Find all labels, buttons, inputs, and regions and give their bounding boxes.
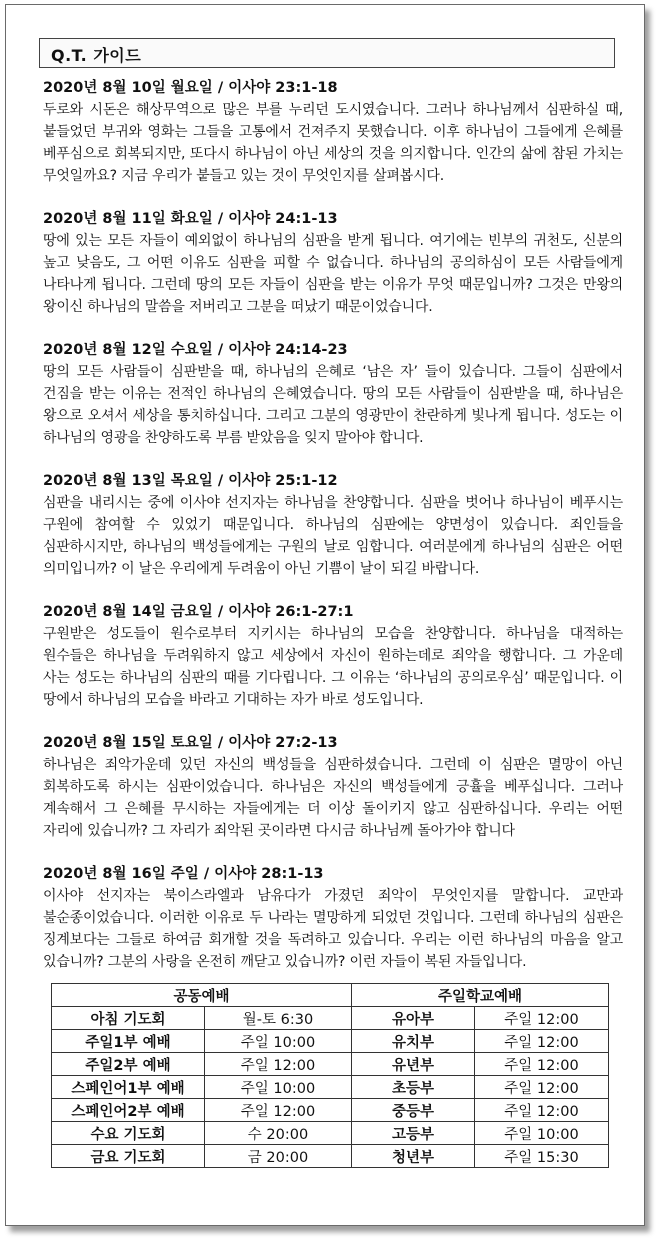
service-name: 금요 기도회 (52, 1145, 205, 1168)
department-time: 주일 12:00 (475, 1099, 609, 1122)
entry-body: 땅에 있는 모든 자들이 예외없이 하나님의 심판을 받게 됩니다. 여기에는 빈부의 귀천도, 신분의 높고 낮음도, 그 어떤 이유도 심판을 피할 수 없습니다. 하나님의 공의하심이 모든 사람들에게 나타나게 됩니다. 그런데 땅의 모든 자들이 심판을 받는 이유가 무엇 때문입니까? 그것은 만왕의 왕이신 하나님의 말씀을 저버리고 그분을 떠났기 때문이었습니다. (43, 233, 623, 315)
department-time: 주일 12:00 (475, 1053, 609, 1076)
worship-schedule-table (51, 983, 609, 1168)
department-time: 주일 12:00 (475, 1007, 609, 1030)
schedule-row (52, 1053, 609, 1076)
service-name: 스페인어2부 예배 (52, 1099, 205, 1122)
entry-title: 2020년 8월 16일 주일 / 이사야 28:1-13 (43, 866, 324, 882)
service-time: 주일 10:00 (205, 1076, 352, 1099)
schedule-row (52, 1145, 609, 1168)
entry-body: 두로와 시돈은 해상무역으로 많은 부를 누리던 도시였습니다. 그러나 하나님께서 심판하실 때, 붙들었던 부귀와 영화는 그들을 고통에서 건져주지 못했습니다. 이후 하나님이 그들에게 은혜를 베푸심으로 회복되지만, 또다시 하나님이 아닌 세상의 것을 의지합니다. 인간의 삶에 참된 가치는 무엇일까요? 지금 우리가 붙들고 있는 것이 무엇인지를 살펴봅시다. (43, 102, 623, 184)
qt-entry (43, 601, 623, 711)
service-time: 주일 10:00 (205, 1030, 352, 1053)
entry-body: 하나님은 죄악가운데 있던 자신의 백성들을 심판하셨습니다. 그런데 이 심판은 멸망이 아닌 회복하도록 하시는 심판이었습니다. 하나님은 자신의 백성들에게 긍휼을 베푸십니다. 그러나 계속해서 그 은혜를 무시하는 자들에게는 더 이상 돌이키지 않고 심판하십니다. 우리는 어떤 자리에 있습니까? 그 자리가 죄악된 곳이라면 다시금 하나님께 돌아가야 합니다 (43, 757, 623, 839)
qt-entries (43, 77, 623, 994)
service-name: 주일1부 예배 (52, 1030, 205, 1053)
schedule-row (52, 1076, 609, 1099)
entry-body: 땅의 모든 사람들이 심판받을 때, 하나님의 은혜로 ‘남은 자’ 들이 있습니다. 그들이 심판에서 건짐을 받는 이유는 전적인 하나님의 은혜였습니다. 땅의 모든 사람들이 심판받을 때, 하나님은 왕으로 오셔서 세상을 통치하십니다. 그리고 그분의 영광만이 찬란하게 빛나게 됩니다. 성도는 이 하나님의 영광을 찬양하도록 부름 받았음을 잊지 말아야 합니다. (43, 364, 623, 446)
schedule-row (52, 1007, 609, 1030)
service-name: 수요 기도회 (52, 1122, 205, 1145)
service-time: 월-토 6:30 (205, 1007, 352, 1030)
service-name: 스페인어1부 예배 (52, 1076, 205, 1099)
qt-entry (43, 208, 623, 318)
department-name: 중등부 (352, 1099, 475, 1122)
service-time: 주일 12:00 (205, 1099, 352, 1122)
schedule-row (52, 1099, 609, 1122)
schedule-row (52, 1122, 609, 1145)
department-time: 주일 15:30 (475, 1145, 609, 1168)
qt-entry (43, 732, 623, 842)
service-name: 아침 기도회 (52, 1007, 205, 1030)
entry-title: 2020년 8월 15일 토요일 / 이사야 27:2-13 (43, 735, 338, 751)
sunday-school-header: 주일학교예배 (352, 984, 609, 1007)
department-time: 주일 12:00 (475, 1030, 609, 1053)
department-name: 유년부 (352, 1053, 475, 1076)
service-time: 주일 12:00 (205, 1053, 352, 1076)
qt-entry (43, 77, 623, 187)
entry-body: 이사야 선지자는 북이스라엘과 남유다가 가졌던 죄악이 무엇인지를 말합니다. 교만과 불순종이었습니다. 이러한 이유로 두 나라는 멸망하게 되었던 것입니다. 그런데 하나님의 심판은 징계보다는 그들로 하여금 회개할 것을 독려하고 있습니다. 우리는 이런 하나님의 마음을 알고 있습니까? 그분의 사랑을 온전히 깨닫고 있습니까? 이런 자들이 복된 자들입니다. (43, 888, 623, 970)
service-name: 주일2부 예배 (52, 1053, 205, 1076)
schedule-header-row (52, 984, 609, 1007)
entry-body: 구원받은 성도들이 원수로부터 지키시는 하나님의 모습을 찬양합니다. 하나님을 대적하는 원수들은 하나님을 두려워하지 않고 세상에서 자신이 원하는데로 죄악을 행합니다. 그 가운데 사는 성도는 하나님의 심판의 때를 기다립니다. 그 이유는 ‘하나님의 공의로우심’ 때문입니다. 이 땅에서 하나님의 모습을 바라고 기대하는 자가 바로 성도입니다. (43, 626, 623, 708)
public-worship-header: 공동예배 (52, 984, 352, 1007)
schedule-row (52, 1030, 609, 1053)
entry-title: 2020년 8월 11일 화요일 / 이사야 24:1-13 (43, 211, 338, 227)
service-time: 금 20:00 (205, 1145, 352, 1168)
qt-entry (43, 863, 623, 973)
section-header-box (39, 38, 615, 68)
department-time: 주일 10:00 (475, 1122, 609, 1145)
department-time: 주일 12:00 (475, 1076, 609, 1099)
department-name: 유치부 (352, 1030, 475, 1053)
section-title: Q.T. 가이드 (51, 46, 142, 65)
bulletin-page (5, 4, 645, 1226)
entry-body: 심판을 내리시는 중에 이사야 선지자는 하나님을 찬양합니다. 심판을 벗어나 하나님이 베푸시는 구원에 참여할 수 있었기 때문입니다. 하나님의 심판에는 양면성이 있습니다. 죄인들을 심판하시지만, 하나님의 백성들에게는 구원의 날로 임합니다. 여러분에게 하나님의 심판은 어떤 의미입니까? 이 날은 우리에게 두려움이 아닌 기쁨이 날이 되길 바랍니다. (43, 495, 623, 577)
entry-title: 2020년 8월 14일 금요일 / 이사야 26:1-27:1 (43, 604, 354, 620)
qt-entry (43, 339, 623, 449)
service-time: 수 20:00 (205, 1122, 352, 1145)
department-name: 청년부 (352, 1145, 475, 1168)
entry-title: 2020년 8월 10일 월요일 / 이사야 23:1-18 (43, 80, 338, 96)
department-name: 고등부 (352, 1122, 475, 1145)
entry-title: 2020년 8월 13일 목요일 / 이사야 25:1-12 (43, 473, 338, 489)
department-name: 초등부 (352, 1076, 475, 1099)
entry-title: 2020년 8월 12일 수요일 / 이사야 24:14-23 (43, 342, 348, 358)
department-name: 유아부 (352, 1007, 475, 1030)
qt-entry (43, 470, 623, 580)
